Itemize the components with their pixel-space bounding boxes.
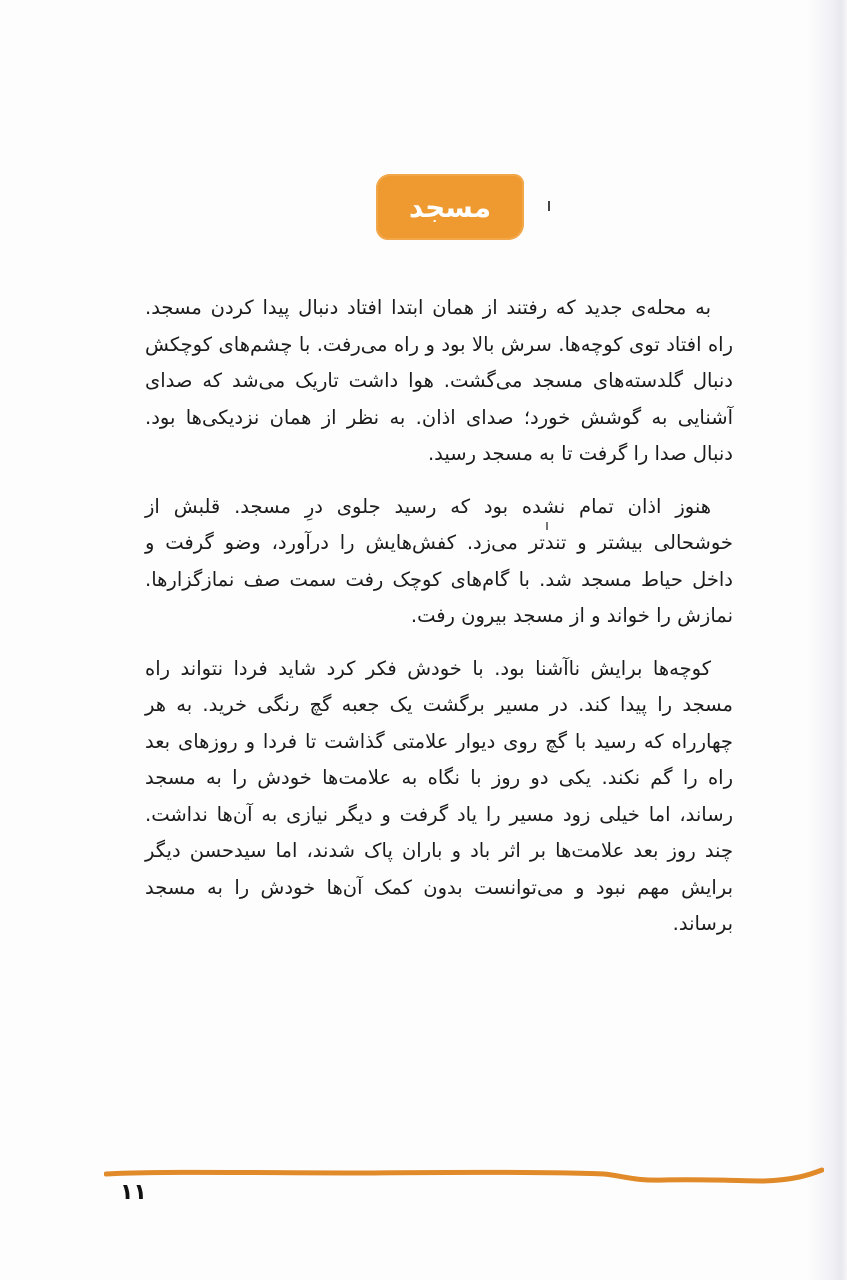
stray-ink-mark [548,201,550,211]
page-number: ۱۱ [120,1180,147,1205]
chapter-title: مسجد [408,190,492,224]
paragraph: به محله‌ی جدید که رفتند از همان ابتدا افتاد دنبال پیدا کردن مسجد. راه افتاد توی کوچه‌ها. سرش بالا بود و راه می‌رفت. با چشم‌های کوچکش دنبال گلدسته‌های مسجد می‌گشت. هوا داشت تاریک می‌شد که صدای آشنایی به گوشش خورد؛ صدای اذان. به نظر از همان نزدیکی‌ها بود. دنبال صدا را گرفت تا به مسجد رسید. [145,296,733,465]
chapter-title-badge [376,174,524,240]
footer-rule-stroke [106,1170,822,1181]
footer-rule [104,1160,824,1190]
body-text [145,290,733,959]
paragraph: کوچه‌ها برایش ناآشنا بود. با خودش فکر کرد شاید فردا نتواند راه مسجد را پیدا کند. در مسیر برگشت یک جعبه گچ رنگی خرید. به هر چهارراه که رسید با گچ روی دیوار علامتی گذاشت تا فردا و روزهای بعد راه را گم نکند. یکی دو روز با نگاه به علامت‌ها خودش را به مسجد رساند، اما خیلی زود مسیر را یاد گرفت و دیگر نیازی به آن‌ها نداشت. چند روز بعد علامت‌ها بر اثر باد و باران پاک شدند، اما سیدحسن دیگر برایش مهم نبود و می‌توانست بدون کمک آن‌ها خودش را به مسجد برساند. [145,656,733,935]
paragraph: هنوز اذان تمام نشده بود که رسید جلوی درِ مسجد. قلبش از خوشحالی بیشتر و تندتر می‌زد. کفش‌هایش را درآورد، وضو گرفت و داخل حیاط مسجد شد. با گام‌های کوچک رفت سمت صف نمازگزارها. نمازش را خواند و از مسجد بیرون رفت. [145,494,733,627]
page-edge-shadow [807,0,847,1280]
